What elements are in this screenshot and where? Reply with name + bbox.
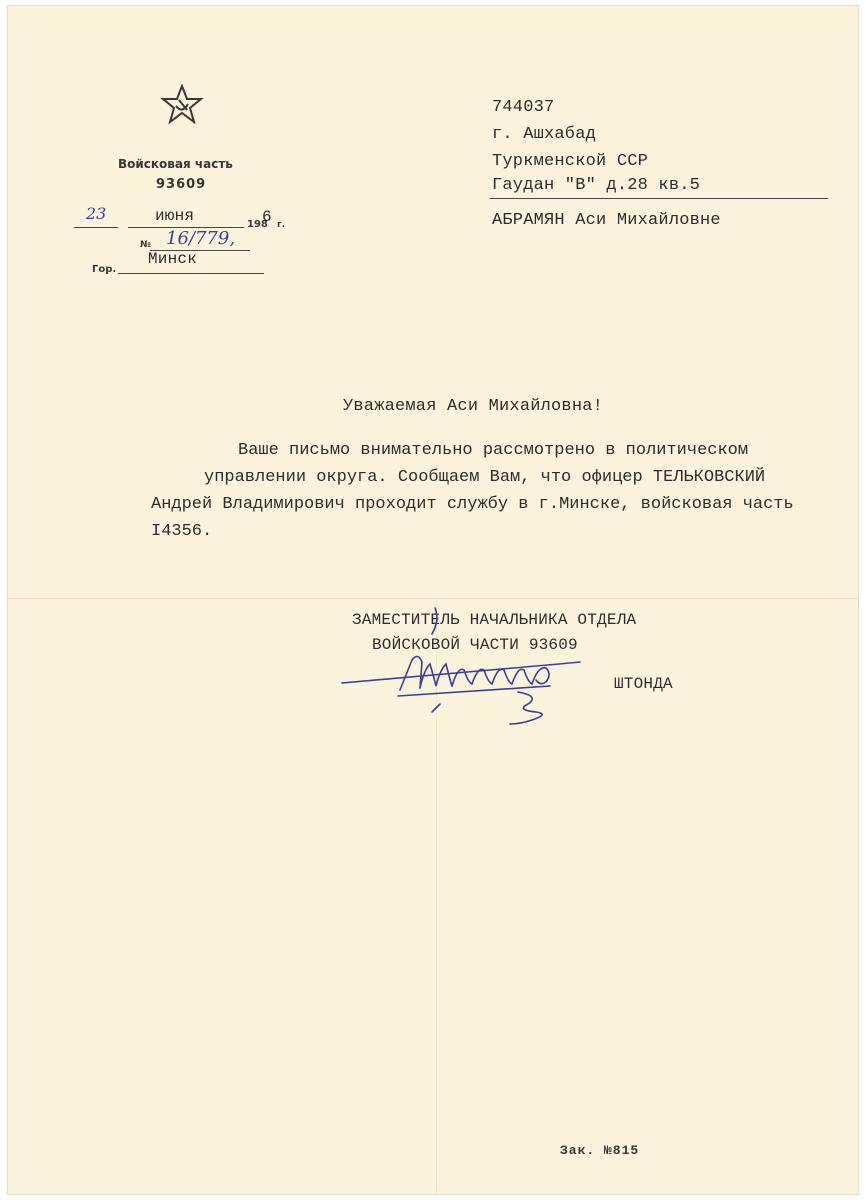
order-number: Зак. №815 [560,1143,640,1158]
recipient-republic: Туркменской ССР [492,152,649,171]
unit-label: Войсковая часть [118,157,233,171]
signatory-title-line1: ЗАМЕСТИТЕЛЬ НАЧАЛЬНИКА ОТДЕЛА [352,611,637,629]
star-hammer-sickle-icon [160,84,204,124]
address-underline [490,198,828,199]
body-line-1: Ваше письмо внимательно рассмотрено в политическом [238,441,749,460]
outgoing-number: 16/779, [166,228,236,249]
body-line-3: Андрей Владимирович проходит службу в г.Минске, войсковая часть [151,495,794,514]
recipient-postcode: 744037 [492,98,555,117]
unit-number: 93609 [156,177,207,192]
body-line-2: управлении округа. Сообщаем Вам, что офицер ТЕЛЬКОВСКИЙ [204,468,766,487]
date-day-underline [74,227,118,228]
date-day: 23 [86,204,107,223]
signatory-surname: ШТОНДА [614,675,673,693]
fold-line-horizontal [8,598,858,599]
recipient-street: Гаудан "В" д.28 кв.5 [492,176,701,195]
salutation: Уважаемая Аси Михайловна! [343,397,604,416]
date-year-digit: 6 [262,208,272,226]
handwritten-signature [340,600,590,730]
date-month: июня [155,207,195,225]
city-prefix: Гор. [92,264,117,275]
recipient-city: г. Ашхабад [492,125,597,144]
signatory-title-line2: ВОЙСКОВОЙ ЧАСТИ 93609 [372,636,578,654]
date-suffix: г. [277,220,286,230]
city-underline [118,273,264,274]
date-year-prefix: 198 [247,219,268,230]
body-line-4: I4356. [151,522,213,541]
sender-city: Минск [148,250,198,268]
recipient-name: АБРАМЯН Аси Михайловне [492,211,721,230]
number-prefix: № [140,240,151,250]
